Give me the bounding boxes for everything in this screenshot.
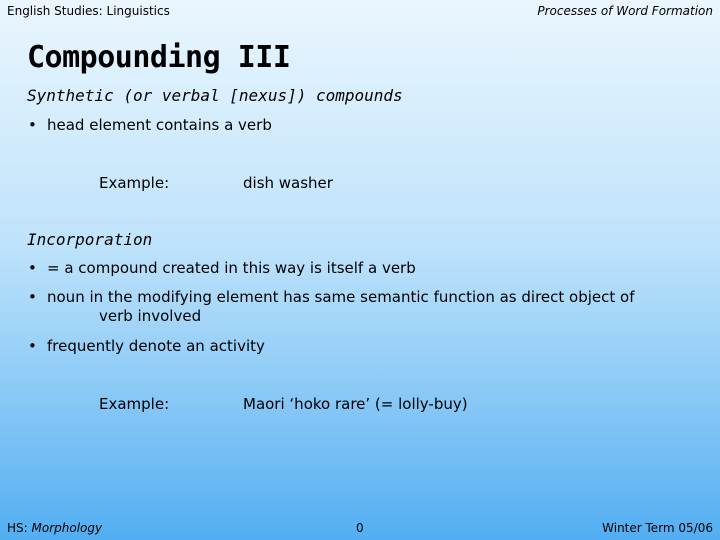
bullet-text: = a compound created in this way is itself a verb xyxy=(47,259,416,277)
bullet-text: head element contains a verb xyxy=(47,116,272,134)
header-right: Processes of Word Formation xyxy=(537,4,713,18)
section-heading-incorporation: Incorporation xyxy=(27,230,153,249)
bullet-text: frequently denote an activity xyxy=(47,337,265,355)
section-heading-synthetic: Synthetic (or verbal [nexus]) compounds xyxy=(27,86,403,105)
example-value: Maori ‘hoko rare’ (= lolly-buy) xyxy=(243,395,468,413)
bullet-icon: • xyxy=(28,259,37,277)
footer-course-prefix: HS: xyxy=(7,521,32,535)
bullet-continuation: verb involved xyxy=(99,307,202,325)
footer-page-number: 0 xyxy=(356,521,364,535)
slide-title: Compounding III xyxy=(27,40,291,75)
header-left: English Studies: Linguistics xyxy=(7,4,170,18)
bullet-text: noun in the modifying element has same semantic function as direct object of xyxy=(47,288,635,306)
bullet-item xyxy=(28,337,265,356)
footer-right: Winter Term 05/06 xyxy=(602,521,713,535)
example-label: Example: xyxy=(99,174,170,192)
bullet-item xyxy=(28,259,416,278)
example-value: dish washer xyxy=(243,174,333,192)
footer-left xyxy=(7,521,102,535)
bullet-item xyxy=(28,288,634,326)
footer-course-topic: Morphology xyxy=(31,521,103,535)
example-label: Example: xyxy=(99,395,170,413)
bullet-item xyxy=(28,116,272,135)
bullet-icon: • xyxy=(28,116,37,134)
bullet-icon: • xyxy=(28,337,37,355)
bullet-icon: • xyxy=(28,288,37,306)
